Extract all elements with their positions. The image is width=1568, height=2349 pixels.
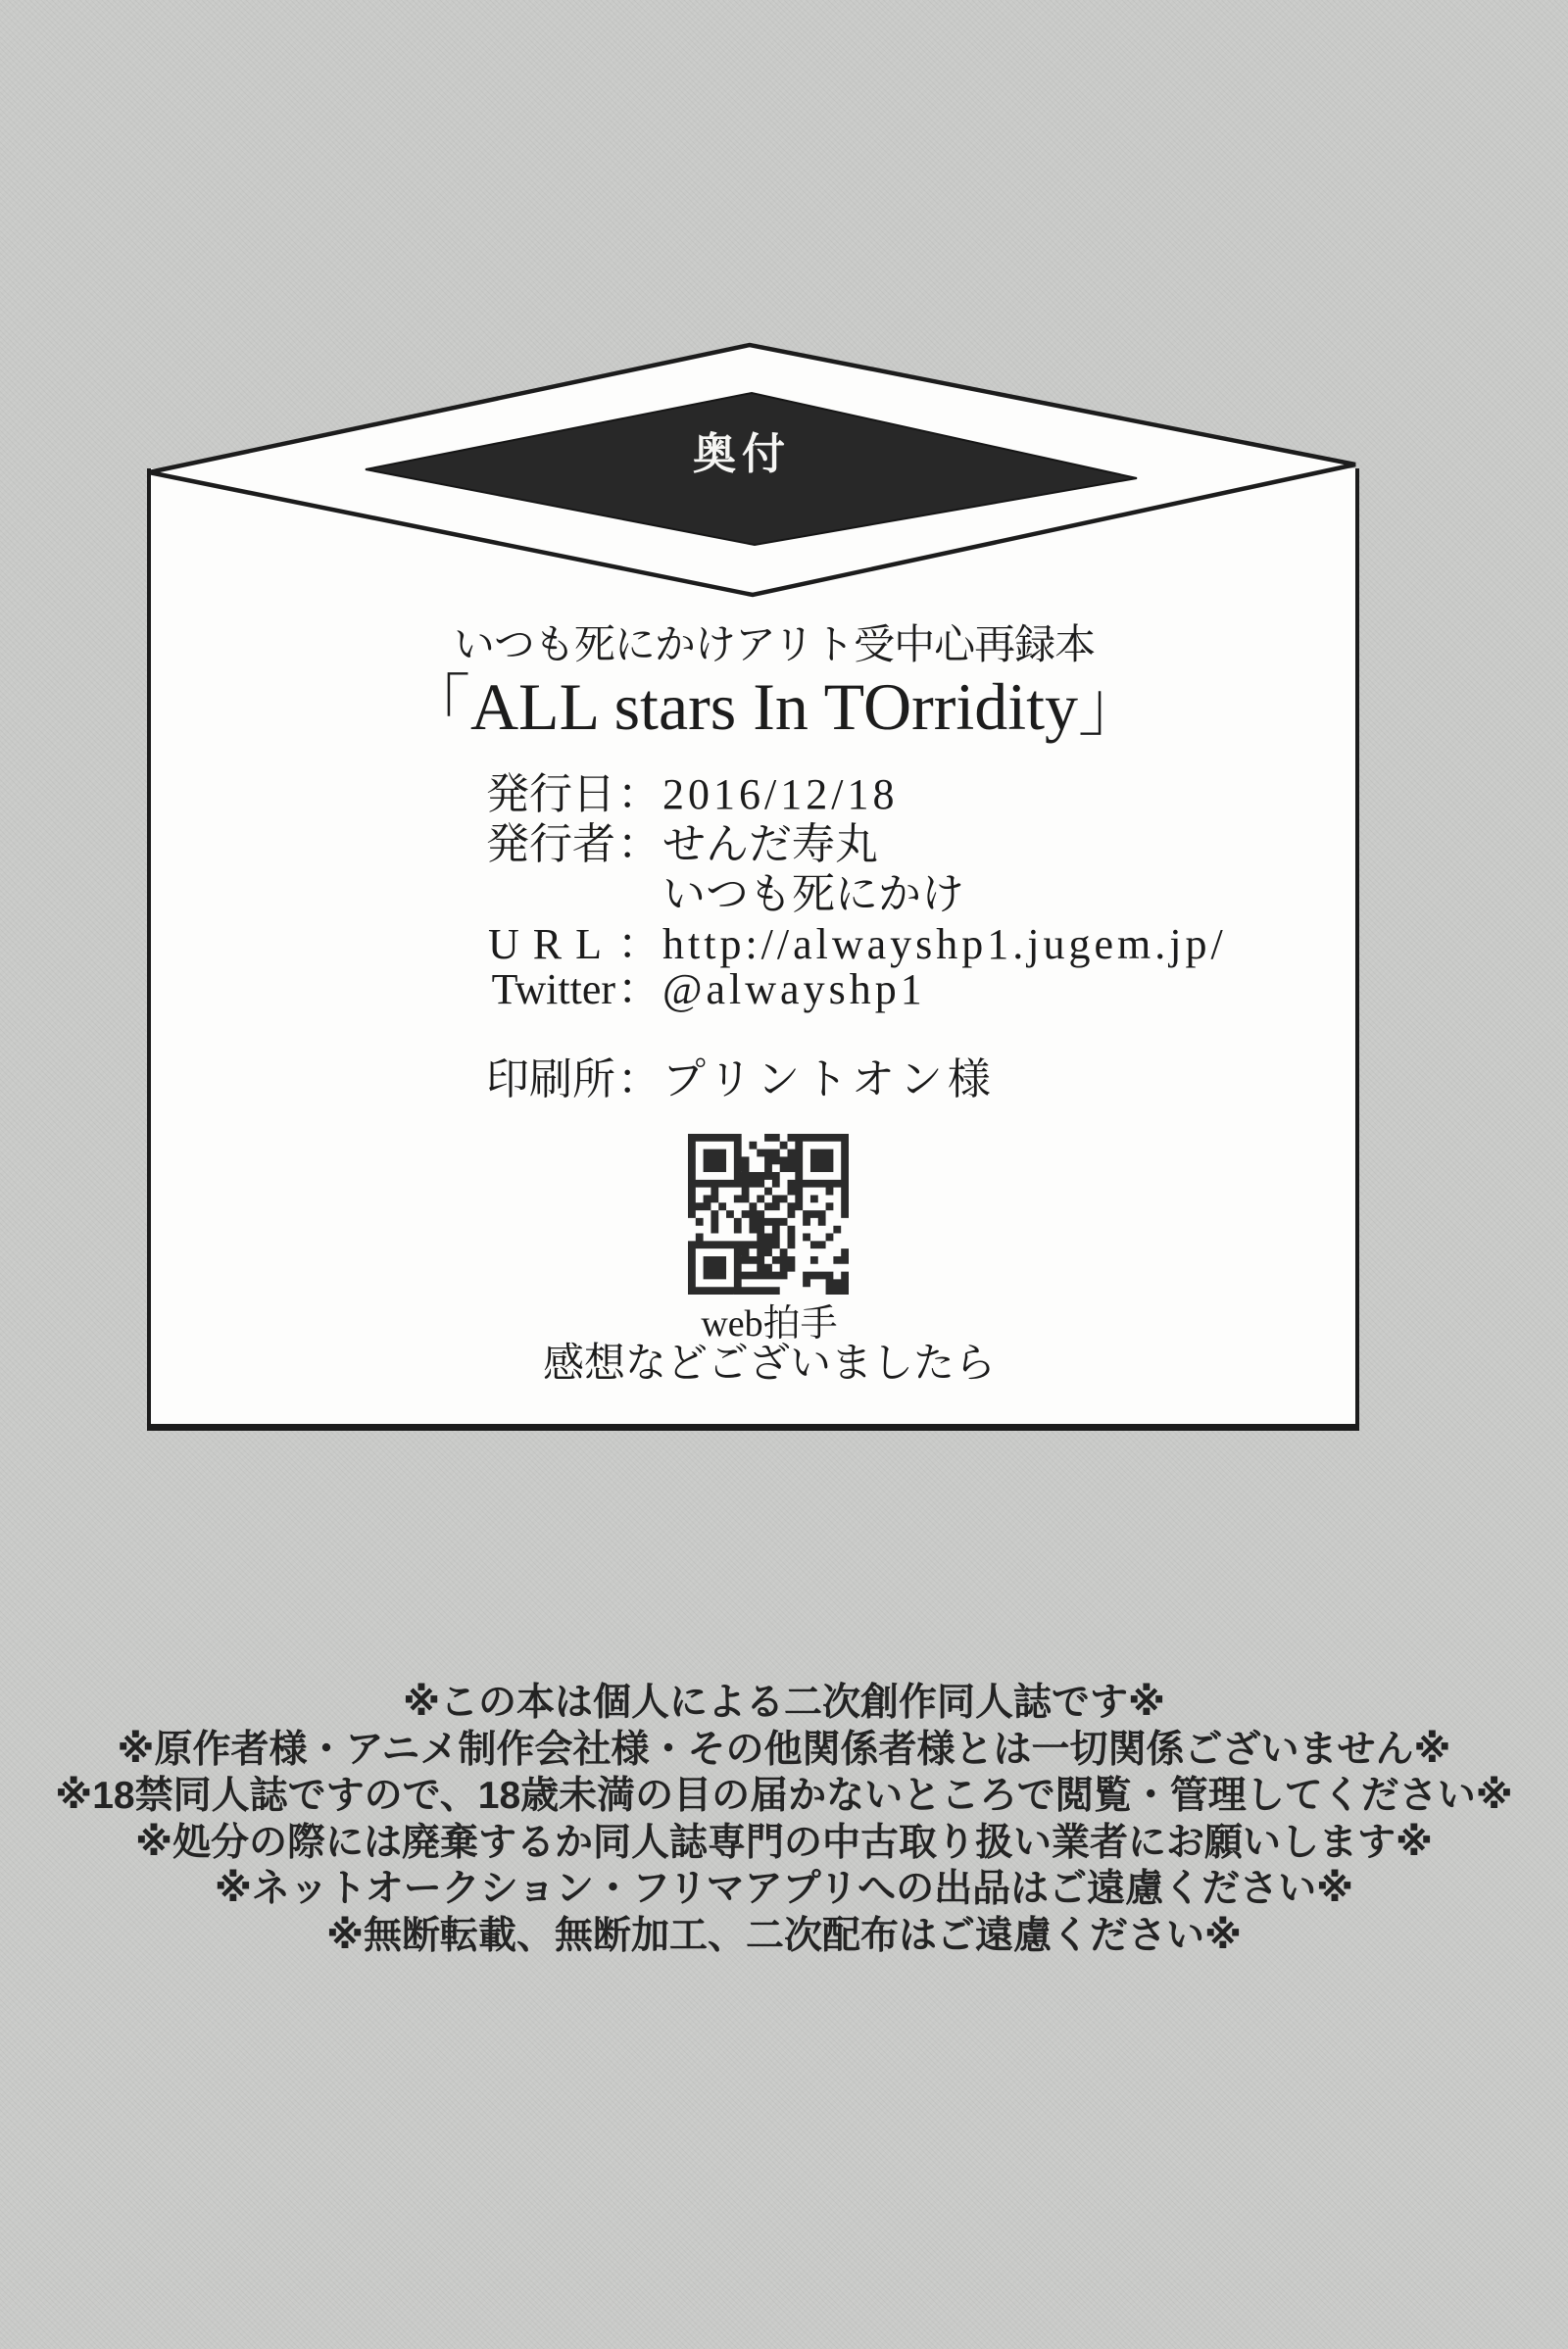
detail-row-issue-date [421, 770, 1362, 819]
detail-value: 2016/12/18 [662, 770, 899, 818]
detail-colon: ： [617, 1055, 661, 1103]
disclaimer-line: ※無断転載、無断加工、二次配布はご遠慮ください※ [326, 1914, 1242, 1957]
qr-note: 感想などございましたら [542, 1342, 996, 1387]
detail-label: Twitter [491, 965, 615, 1013]
detail-row-publisher [421, 820, 1362, 869]
disclaimer-line: ※この本は個人による二次創作同人誌です※ [403, 1682, 1165, 1724]
disclaimer-line: ※原作者様・アニメ制作会社様・その他関係者様とは一切関係ございません※ [117, 1728, 1451, 1771]
detail-row-url [421, 920, 1362, 969]
detail-colon: ： [617, 820, 661, 868]
disclaimer-line: ※18禁同人誌ですので、18歳未満の目の届かないところで閲覧・管理してください※ [55, 1775, 1513, 1817]
detail-value: プリントオン様 [662, 1055, 996, 1103]
detail-colon: ： [617, 770, 661, 818]
detail-label: URL [488, 920, 615, 968]
series-title: いつも死にかけアリト受中心再録本 [453, 623, 1096, 668]
detail-label: 発行者 [486, 820, 615, 868]
detail-row-printer [421, 1055, 1362, 1104]
qr-caption: web拍手 [701, 1303, 838, 1345]
detail-value: http://alwayshp1.jugem.jp/ [662, 920, 1227, 968]
disclaimer-line: ※ネットオークション・フリマアプリへの出品はご遠慮ください※ [215, 1868, 1353, 1910]
detail-value: いつも死にかけ [662, 870, 964, 918]
qr-code [686, 1134, 851, 1295]
detail-row-twitter [421, 965, 1362, 1014]
disclaimer-list [0, 1680, 1568, 1959]
qr-code-icon [686, 1134, 851, 1295]
detail-row-circle [421, 870, 1362, 919]
detail-value: せんだ寿丸 [662, 820, 878, 868]
detail-label: 発行日 [486, 770, 615, 818]
detail-colon: ： [617, 920, 661, 968]
colophon-tab-label: 奥付 [693, 430, 791, 478]
detail-label: 印刷所 [486, 1055, 615, 1103]
detail-value: @alwayshp1 [662, 965, 926, 1013]
book-title: 「ALL stars In TOrridity」 [403, 669, 1146, 744]
detail-colon: ： [617, 965, 661, 1013]
disclaimer-line: ※処分の際には廃棄するか同人誌専門の中古取り扱い業者にお願いします※ [135, 1821, 1433, 1864]
